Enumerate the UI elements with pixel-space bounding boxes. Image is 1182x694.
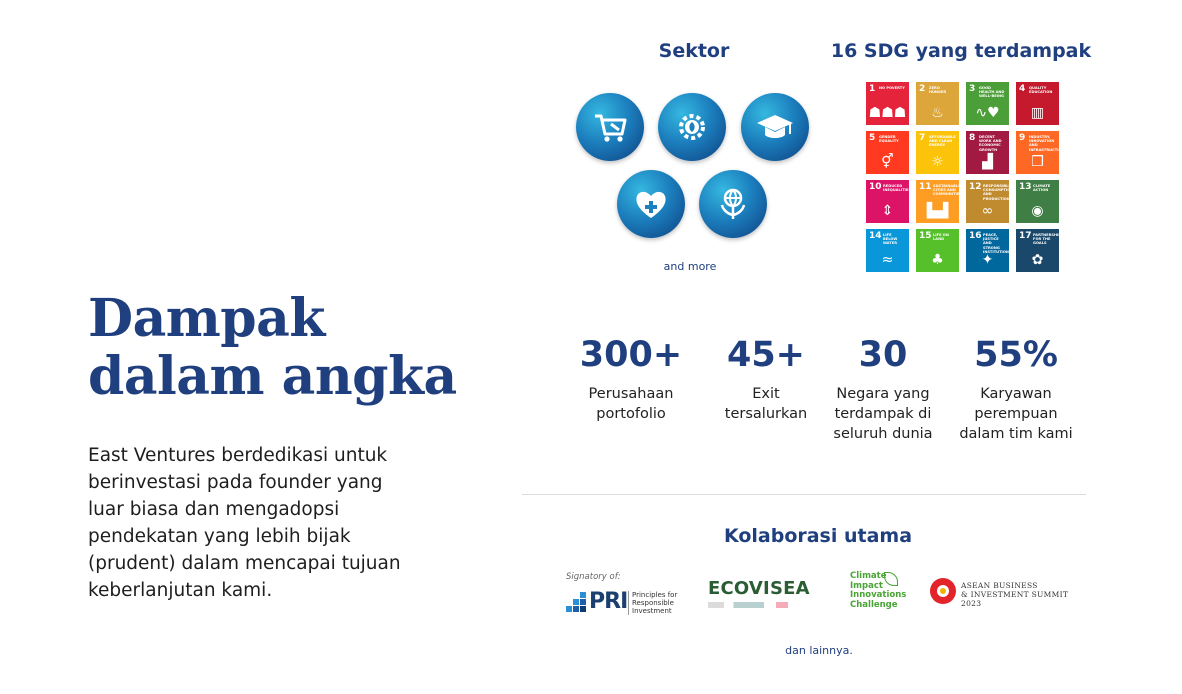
sdg-label: NO POVERTY [879,86,905,90]
sdg-goal-icon: ♣ [931,252,944,268]
stat-value: 300+ [579,335,683,375]
sdg-tile-16 [966,229,1012,272]
sdg-goal-icon: ⚥ [881,154,894,170]
sdg-tile-15 [916,229,959,272]
sdg-label: GENDER EQUALITY [879,135,899,144]
sdg-number: 5 [869,133,876,143]
sdg-goal-icon: ♨ [931,105,944,121]
sdg-number: 16 [969,231,982,241]
sdg-goal-icon: ⇕ [881,203,894,219]
kolaborasi-and-more: dan lainnya. [785,644,853,657]
sdg-number: 14 [869,231,882,241]
hero-description: East Ventures berdedikasi untuk berinvestasi pada founder yang luar biasa dan mengadopsi pendekatan yang lebih bijak (prudent) dalam mencapai tujuan keberlanjutan kami. [88,445,401,601]
title-line-2: dalam angka [88,346,457,407]
asean-emblem-icon [930,578,956,604]
sdg-label: LIFE BELOW WATER [883,233,898,246]
sdg-number: 13 [1019,182,1032,192]
sdg-number: 11 [919,182,932,192]
sdg-tile-11 [916,180,962,223]
sdg-label: QUALITY EDUCATION [1029,86,1053,95]
stat-value: 30 [858,335,908,375]
stat-value: 45+ [726,335,806,375]
sdg-number: 2 [919,84,926,94]
sdg-tile-2 [916,82,959,125]
sdg-tile-10 [866,180,909,223]
sdg-tile-3 [966,82,1009,125]
sdg-goal-icon: ▥ [1030,105,1045,121]
sdg-number: 8 [969,133,976,143]
sdg-grid [866,82,1066,272]
graduation-cap-icon [741,93,809,161]
sdg-number: 7 [919,133,926,143]
sdg-tile-8 [966,131,1009,174]
sdg-number: 10 [869,182,882,192]
stat-women [951,334,1081,444]
pri-squares-icon [566,592,588,612]
sdg-tile-4 [1016,82,1059,125]
stat-portfolio [566,334,696,424]
heart-health-icon [617,170,685,238]
sdg-goal-icon: ☼ [931,154,944,170]
sdg-label: PEACE, JUSTICE AND STRONG INSTITUTIONS [983,233,1012,254]
sdg-goal-icon: ▟ [982,154,993,170]
stat-label: Negara yang terdampak di seluruh dunia [833,386,933,442]
sdg-goal-icon: ▙▟ [926,203,949,219]
stat-exit [701,334,831,424]
sdg-label: PARTNERSHIPS FOR THE GOALS [1033,233,1064,246]
climate-challenge-logo: Climate Impact Innovations Challenge [850,571,907,610]
sdg-goal-icon: ∿♥ [975,105,1000,121]
stat-label: Karyawan perempuan dalam tim kami [959,386,1073,442]
sdg-tile-5 [866,131,909,174]
stat-label: Exit tersalurkan [724,386,808,422]
sdg-goal-icon: ✦ [981,252,994,268]
sdg-goal-icon: ❒ [1031,154,1044,170]
shopping-cart-icon [576,93,644,161]
page-title [88,290,457,406]
sdg-tile-12 [966,180,1014,223]
sdg-number: 4 [1019,84,1026,94]
sdg-number: 17 [1019,231,1032,241]
sdg-goal-icon: ☗☗☗ [868,105,907,121]
sdg-number: 12 [969,182,982,192]
title-line-1: Dampak [88,288,325,349]
ecovisea-logo: ECOVISEA [708,578,824,618]
sdg-label: SUSTAINABLE CITIES AND COMMUNITIES [933,184,962,197]
sdg-tile-17 [1016,229,1064,272]
sdg-label: DECENT WORK AND ECONOMIC GROWTH [979,135,1002,152]
sdg-tile-13 [1016,180,1059,223]
globe-plant-icon [699,170,767,238]
section-divider [522,494,1086,495]
sdg-tile-9 [1016,131,1066,174]
stat-label: Perusahaan portofolio [588,386,674,422]
stat-value: 55% [974,335,1058,375]
stat-countries [818,334,948,444]
sdg-number: 1 [869,84,876,94]
sdg-number: 15 [919,231,932,241]
sdg-label: LIFE ON LAND [933,233,949,242]
sdg-label: GOOD HEALTH AND WELL-BEING [979,86,1005,99]
sdg-goal-icon: ∞ [981,203,994,219]
sdg-goal-icon: ≈ [881,252,894,268]
sdg-number: 3 [969,84,976,94]
gear-leaf-icon [658,93,726,161]
sdg-label: REDUCED INEQUALITIES [883,184,911,193]
sdg-tile-1 [866,82,909,125]
sdg-label: AFFORDABLE AND CLEAN ENERGY [929,135,956,148]
sdg-number: 9 [1019,133,1026,143]
pri-logo: Signatory of: PRI Principles for Responsible Investment [566,572,678,615]
sdg-tile-14 [866,229,909,272]
sektor-and-more: and more [663,260,717,273]
sdg-tile-7 [916,131,959,174]
sdg-goal-icon: ✿ [1031,252,1044,268]
sdg-goal-icon: ◉ [1031,203,1044,219]
sdg-label: ZERO HUNGER [929,86,947,95]
kolaborasi-heading: Kolaborasi utama [723,525,913,547]
sdg-label: INDUSTRY, INNOVATION AND INFRASTRUCTURE [1029,135,1066,152]
sdg-label: CLIMATE ACTION [1033,184,1051,193]
sektor-heading: Sektor [658,40,730,62]
asean-summit-logo: ASEAN BUSINESS & INVESTMENT SUMMIT 2023 [930,576,1080,610]
sdg-label: RESPONSIBLE CONSUMPTION AND PRODUCTION [983,184,1014,201]
sdg-heading: 16 SDG yang terdampak [830,40,1092,62]
